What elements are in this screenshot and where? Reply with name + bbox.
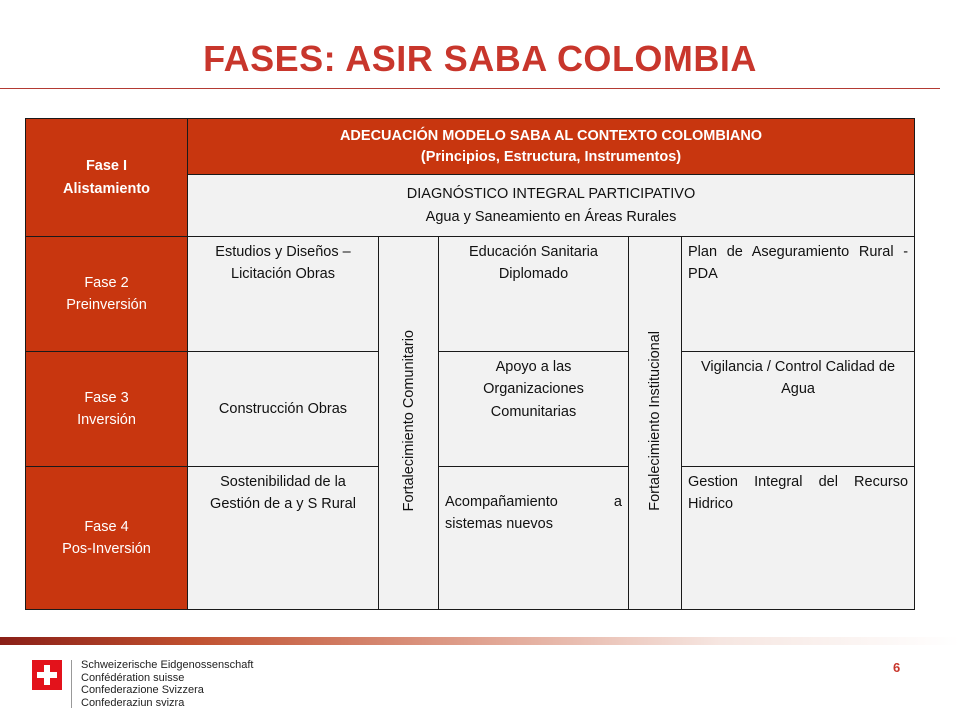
adaptation-header-cell [188, 119, 915, 175]
phase-3-cell [26, 352, 188, 467]
confederation-name-it: Confederazione Svizzera [81, 684, 204, 696]
phase-3-community-cell: Apoyo a las Organizaciones Comunitarias [439, 352, 629, 467]
phase-1-number: Fase I [85, 158, 128, 175]
community-strengthening-label: Fortalecimiento Comunitario [400, 330, 417, 512]
phase-4-works-cell: Sostenibilidad de la Gestión de a y S Rural [188, 467, 379, 610]
institutional-strengthening-cell [629, 237, 682, 610]
phase-4-number: Fase 4 [84, 518, 129, 535]
phase-4-name: Pos-Inversión [62, 541, 151, 557]
phase-3-works-cell: Construcción Obras [188, 352, 379, 467]
adaptation-header-subtitle: (Principios, Estructura, Instrumentos) [420, 148, 682, 165]
adaptation-header-title: ADECUACIÓN MODELO SABA AL CONTEXTO COLOMBIANO [339, 128, 763, 145]
community-strengthening-cell [379, 237, 439, 610]
confederation-name-rm: Confederaziun svizra [81, 696, 185, 709]
phase-4-cell [26, 467, 188, 610]
diagnosis-title: DIAGNÓSTICO INTEGRAL PARTICIPATIVO [406, 186, 696, 203]
page-number: 6 [893, 660, 901, 675]
institutional-strengthening-label: Fortalecimiento Institucional [647, 331, 663, 511]
diagnosis-cell [188, 175, 915, 237]
footer-divider [71, 660, 72, 708]
phase-3-number: Fase 3 [84, 389, 129, 406]
table-row [26, 467, 915, 610]
phase-4-institutional-cell: Gestion Integral del Recurso Hidrico [682, 467, 915, 610]
phase-1-name: Alistamiento [62, 180, 150, 197]
phase-2-institutional-cell: Plan de Aseguramiento Rural - PDA [682, 237, 915, 352]
phase-2-community-cell: Educación Sanitaria Diplomado [439, 237, 629, 352]
phase-2-name: Preinversión [66, 297, 147, 313]
slide-title: FASES: ASIR SABA COLOMBIA [203, 38, 757, 79]
phase-1-cell [26, 119, 188, 237]
phases-table [25, 118, 915, 610]
footer-gradient-band [0, 637, 960, 645]
phase-4-community-cell: Acompañamiento a sistemas nuevos [439, 467, 629, 610]
phase-2-cell [26, 237, 188, 352]
phase-2-works-cell: Estudios y Diseños – Licitación Obras [188, 237, 379, 352]
table-row [26, 352, 915, 467]
swiss-flag-icon [32, 660, 62, 690]
confederation-name-fr: Confédération suisse [81, 671, 185, 684]
confederation-names [81, 659, 253, 709]
phase-3-name: Inversión [77, 412, 136, 428]
phase-3-institutional-cell: Vigilancia / Control Calidad de Agua [682, 352, 915, 467]
diagnosis-subtitle: Agua y Saneamiento en Áreas Rurales [425, 208, 677, 225]
title-divider [0, 88, 940, 89]
phase-2-number: Fase 2 [84, 274, 129, 291]
table-row [26, 237, 915, 352]
table-row [26, 119, 915, 175]
confederation-name-de: Schweizerische Eidgenossenschaft [81, 659, 254, 671]
